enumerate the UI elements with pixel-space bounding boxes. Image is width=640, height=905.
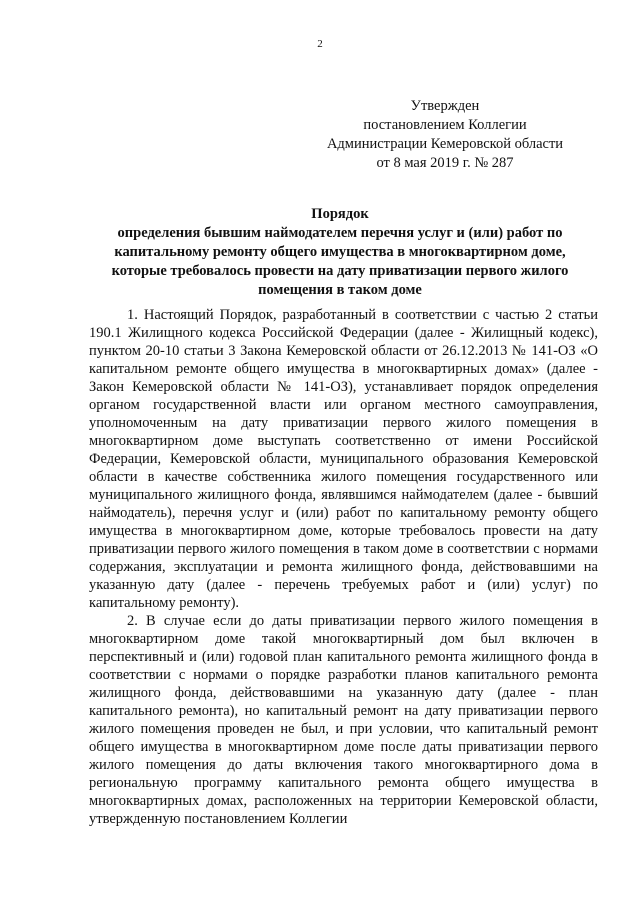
approval-line: Администрации Кемеровской области: [326, 136, 564, 152]
document-body: [89, 306, 598, 828]
paragraph-1: 1. Настоящий Порядок, разработанный в соответствии с частью 2 статьи 190.1 Жилищного кодекса Российской Федерации (далее - Жилищный кодекс), пунктом 20-10 статьи 3 Закона Кемеровской области от 26.12.2013 № 141-ОЗ «О капитальном ремонте общего имущества в многоквартирных домах» (далее - Закон Кемеровской области № 141-ОЗ), устанавливает порядок определения органом государственной власти или органом местного самоуправления, уполномоченным на дату приватизации первого жилого помещения в многоквартирном доме выступать соответственно от имени Российской Федерации, Кемеровской области, муниципального образования Кемеровской области в качестве собственника жилого помещения государственного или муниципального жилищного фонда, являвшимся наймодателем (далее - бывший наймодатель), перечня услуг и (или) работ по капитальному ремонту общего имущества в многоквартирном доме, которые требовалось провести на дату приватизации первого жилого помещения в таком доме в соответствии с нормами содержания, эксплуатации и ремонта жилищного фонда, действовавшими на указанную дату (далее - перечень требуемых работ и (или) услуг) по капитальному ремонту).: [89, 307, 598, 611]
paragraph-2: 2. В случае если до даты приватизации первого жилого помещения в многоквартирном доме такой многоквартирный дом был включен в перспективный и (или) годовой план капитального ремонта жилищного фонда в соответствии с нормами о порядке разработки планов капитального ремонта жилищного фонда, действовавшими на указанную дату (далее - план капитального ремонта), но капитальный ремонт на дату приватизации первого жилого помещения проведен не был, и при условии, что капитальный ремонт общего имущества в многоквартирном доме после даты приватизации первого жилого помещения до даты включения такого многоквартирного дома в региональную программу капитального ремонта общего имущества в многоквартирных домах, расположенных на территории Кемеровской области, утвержденную постановлением Коллегии: [89, 613, 598, 827]
approval-stamp: [300, 97, 590, 173]
page-number: 2: [317, 38, 323, 50]
title-line: определения бывшим наймодателем перечня услуг и (или) работ по: [117, 225, 563, 241]
document-title: [85, 205, 595, 300]
approval-line: постановлением Коллегии: [363, 117, 527, 133]
title-line: капитальному ремонту общего имущества в многоквартирном доме,: [114, 244, 566, 260]
title-line: помещения в таком доме: [258, 282, 422, 298]
approval-line: от 8 мая 2019 г. № 287: [376, 155, 514, 171]
title-line: которые требовалось провести на дату приватизации первого жилого: [111, 263, 569, 279]
title-line: Порядок: [311, 206, 369, 222]
approval-line: Утвержден: [410, 98, 480, 114]
